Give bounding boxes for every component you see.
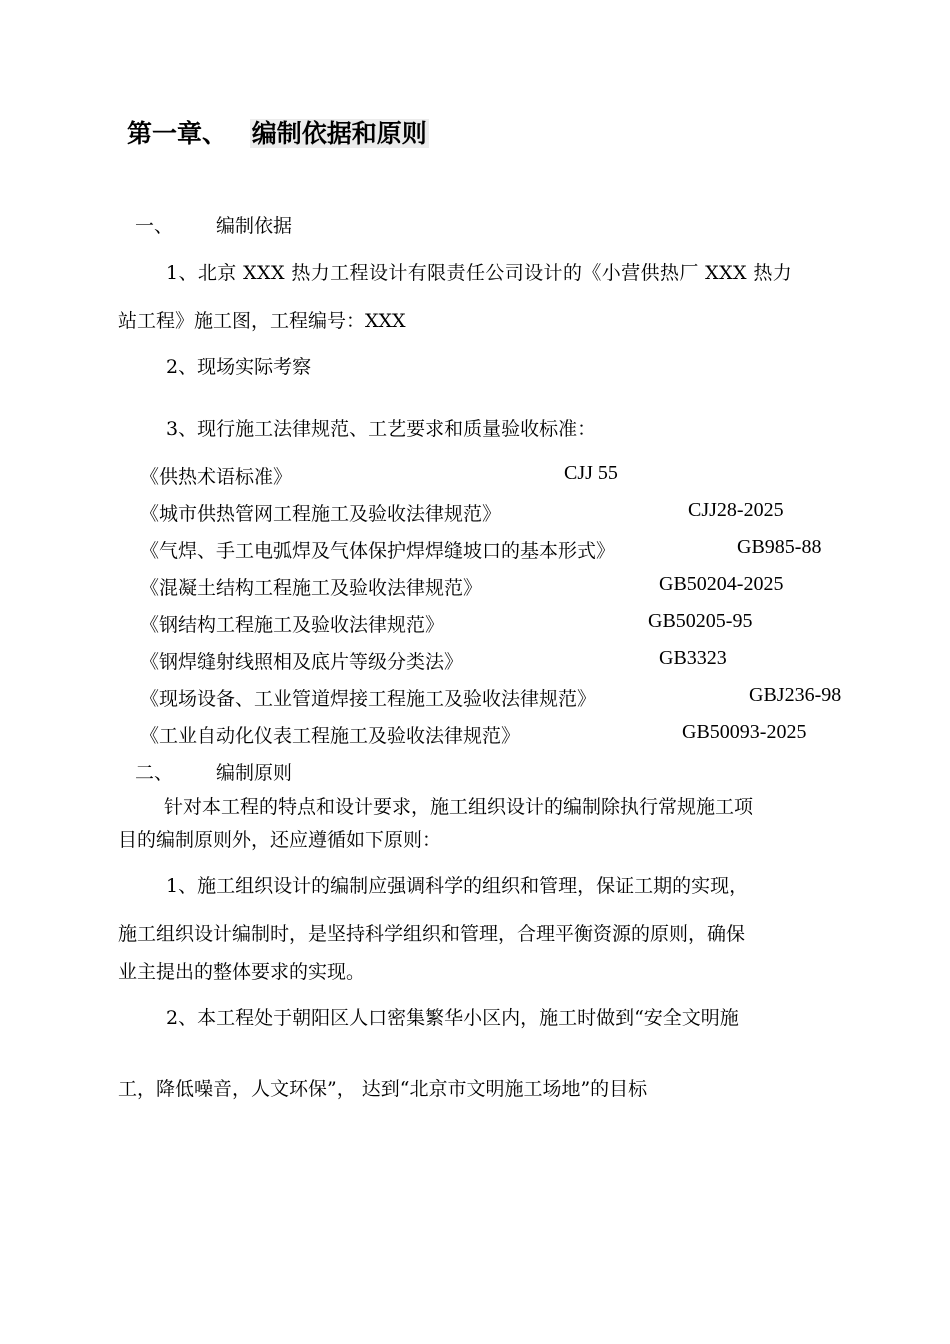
standard-name: 《钢焊缝射线照相及底片等级分类法》 — [140, 651, 464, 673]
standard-code: GB50093-2025 — [682, 721, 807, 743]
paragraph-line: 施工组织设计编制时，是坚持科学组织和管理，合理平衡资源的原则，确保 — [118, 923, 746, 945]
standard-code: GB985-88 — [737, 536, 822, 558]
standard-name: 《工业自动化仪表工程施工及验收法律规范》 — [140, 725, 521, 747]
paragraph-line: 目的编制原则外，还应遵循如下原则： — [118, 829, 442, 851]
paragraph-line: 2、现场实际考察 — [166, 356, 312, 378]
section-title: 编制原则 — [216, 762, 293, 784]
section-number: 二、 — [135, 762, 174, 784]
standard-code: GB3323 — [659, 647, 727, 669]
standard-code: GB50205-95 — [648, 610, 753, 632]
paragraph-line: 3、现行施工法律规范、工艺要求和质量验收标准： — [166, 418, 597, 440]
paragraph-line: 2、本工程处于朝阳区人口密集繁华小区内，施工时做到“安全文明施 — [166, 1007, 739, 1029]
standard-name: 《混凝土结构工程施工及验收法律规范》 — [140, 577, 483, 599]
chapter-title: 编制依据和原则 — [251, 119, 427, 148]
chapter-number: 第一章、 — [127, 119, 228, 148]
paragraph-line: 业主提出的整体要求的实现。 — [118, 961, 366, 983]
paragraph-line: 站工程》施工图，工程编号：XXX — [118, 310, 406, 332]
standard-code: GB50204-2025 — [659, 573, 784, 595]
standard-code: CJJ28-2025 — [688, 499, 784, 521]
standard-name: 《供热术语标准》 — [140, 466, 293, 488]
section-title: 编制依据 — [216, 215, 293, 237]
standard-name: 《钢结构工程施工及验收法律规范》 — [140, 614, 445, 636]
chapter-heading — [127, 114, 429, 150]
paragraph-line: 1、北京 XXX 热力工程设计有限责任公司设计的《小营供热厂 XXX 热力 — [166, 262, 793, 284]
paragraph-line: 针对本工程的特点和设计要求，施工组织设计的编制除执行常规施工项 — [164, 796, 754, 818]
standard-code: GBJ236-98 — [749, 684, 842, 706]
standard-code: CJJ 55 — [564, 462, 618, 484]
paragraph-line: 工，降低噪音，人文环保”， 达到“北京市文明施工场地”的目标 — [118, 1078, 648, 1100]
section-number: 一、 — [135, 215, 174, 237]
standard-name: 《气焊、手工电弧焊及气体保护焊焊缝坡口的基本形式》 — [140, 540, 616, 562]
standard-name: 《城市供热管网工程施工及验收法律规范》 — [140, 503, 502, 525]
standard-name: 《现场设备、工业管道焊接工程施工及验收法律规范》 — [140, 688, 597, 710]
paragraph-line: 1、施工组织设计的编制应强调科学的组织和管理，保证工期的实现， — [166, 875, 749, 897]
